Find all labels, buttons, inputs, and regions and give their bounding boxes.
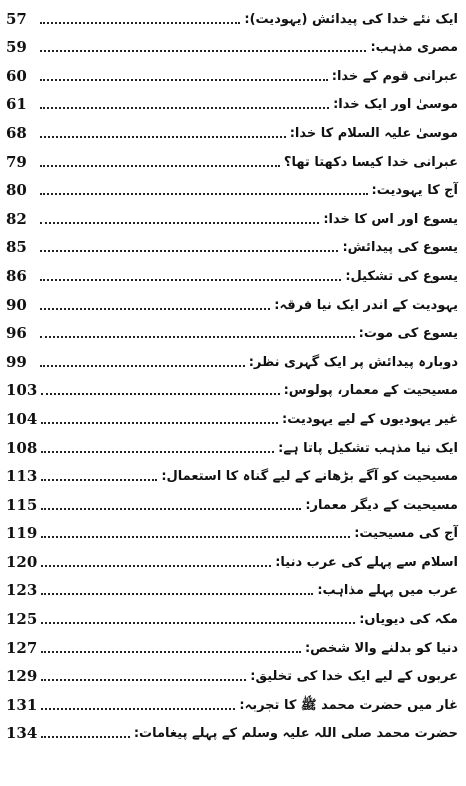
toc-entry [6, 688, 458, 717]
toc-page-number: 127 [6, 638, 38, 657]
toc-page-number: 134 [6, 724, 38, 743]
toc-entry [6, 88, 458, 117]
toc-entry [6, 460, 458, 489]
toc-page-number: 85 [6, 238, 27, 257]
dot-leader [41, 393, 279, 395]
toc-entry [6, 517, 458, 546]
toc-entry-title: مکہ کی دیویاں: [359, 612, 458, 628]
dot-leader [41, 708, 235, 710]
dot-leader [41, 479, 157, 481]
toc-page-number: 129 [6, 667, 38, 686]
dot-leader [41, 536, 350, 538]
toc-entry [6, 717, 458, 746]
toc-entry [6, 317, 458, 346]
toc-entry [6, 402, 458, 431]
dot-leader [40, 79, 328, 81]
toc-entry-title: ایک نئے خدا کی پیدائش (یہودیت): [244, 11, 458, 27]
dot-leader [41, 622, 355, 624]
dot-leader [40, 365, 245, 367]
toc-entry [6, 660, 458, 689]
toc-page-number: 90 [6, 295, 27, 314]
toc-page-number: 79 [6, 152, 27, 171]
toc-entry-title: عبرانی قوم کے خدا: [331, 68, 458, 84]
toc-entry [6, 174, 458, 203]
toc-entry-title: یسوع کی موت: [358, 326, 458, 342]
toc-page-number: 59 [6, 38, 27, 57]
toc-entry-title: یسوع کی تشکیل: [345, 268, 458, 284]
table-of-contents [6, 2, 458, 745]
toc-page-number: 80 [6, 181, 27, 200]
dot-leader [41, 508, 301, 510]
toc-entry [6, 116, 458, 145]
toc-entry [6, 145, 458, 174]
toc-page-number: 96 [6, 324, 27, 343]
toc-page-number: 115 [6, 495, 38, 514]
toc-page-number: 61 [6, 95, 27, 114]
toc-entry [6, 288, 458, 317]
toc-entry-title: اسلام سے پہلے کی عرب دنیا: [275, 554, 458, 570]
dot-leader [40, 336, 355, 338]
toc-entry-title: یسوع اور اس کا خدا: [323, 211, 458, 227]
toc-page-number: 104 [6, 409, 38, 428]
toc-entry-title: دنیا کو بدلنے والا شخص: [304, 640, 458, 656]
dot-leader [40, 107, 329, 109]
dot-leader [40, 193, 368, 195]
toc-entry [6, 59, 458, 88]
dot-leader [41, 451, 274, 453]
dot-leader [41, 593, 313, 595]
toc-entry [6, 545, 458, 574]
toc-entry-title: ایک نیا مذہب تشکیل پاتا ہے: [278, 440, 458, 456]
toc-entry-title: مسیحیت کے دیگر معمار: [305, 497, 458, 513]
dot-leader [41, 679, 246, 681]
toc-page-number: 125 [6, 610, 38, 629]
toc-page-number: 108 [6, 438, 38, 457]
dot-leader [40, 279, 341, 281]
toc-page-number: 60 [6, 66, 27, 85]
toc-page-number: 82 [6, 209, 27, 228]
dot-leader [41, 651, 301, 653]
toc-entry [6, 259, 458, 288]
toc-entry-title: یسوع کی پیدائش: [342, 240, 458, 256]
toc-entry [6, 2, 458, 31]
dot-leader [40, 308, 270, 310]
dot-leader [40, 136, 286, 138]
toc-entry-title: مصری مذہب: [370, 40, 458, 56]
dot-leader [41, 565, 271, 567]
toc-entry [6, 231, 458, 260]
toc-entry-title: مسیحیت کے معمار، پولوس: [283, 383, 458, 399]
toc-entry [6, 345, 458, 374]
toc-page-number: 131 [6, 695, 38, 714]
toc-page-number: 103 [6, 381, 38, 400]
toc-entry-title: غیر یہودیوں کے لیے یہودیت: [282, 411, 458, 427]
toc-page-number: 99 [6, 352, 27, 371]
toc-page-number: 113 [6, 467, 38, 486]
toc-page-number: 86 [6, 266, 27, 285]
dot-leader [40, 165, 280, 167]
toc-entry-title: عبرانی خدا کیسا دکھتا تھا؟ [283, 154, 458, 170]
toc-entry-title: موسیٰ اور ایک خدا: [333, 97, 458, 113]
toc-page-number: 57 [6, 9, 27, 28]
toc-entry [6, 631, 458, 660]
toc-entry-title: یہودیت کے اندر ایک نیا فرقہ: [274, 297, 458, 313]
toc-entry-title: آج کی مسیحیت: [354, 526, 458, 542]
toc-entry-title: حضرت محمد صلی اللہ علیہ وسلم کے پہلے پیغامات: [133, 726, 458, 742]
toc-entry [6, 431, 458, 460]
toc-entry [6, 31, 458, 60]
toc-entry [6, 574, 458, 603]
dot-leader [41, 422, 278, 424]
toc-entry-title: عرب میں پہلے مذاہب: [317, 583, 458, 599]
dot-leader [40, 222, 319, 224]
toc-entry-title: دوبارہ پیدائش پر ایک گہری نظر: [248, 354, 458, 370]
dot-leader [40, 22, 240, 24]
dot-leader [40, 50, 366, 52]
toc-entry-title: موسیٰ علیہ السلام کا خدا: [289, 125, 458, 141]
dot-leader [40, 250, 338, 252]
toc-entry-title: غار میں حضرت محمد ﷺ کا تجربہ: [239, 697, 458, 713]
toc-page-number: 123 [6, 581, 38, 600]
toc-entry-title: عربوں کے لیے ایک خدا کی تخلیق: [250, 669, 458, 685]
toc-page-number: 119 [6, 524, 38, 543]
toc-entry-title: مسیحیت کو آگے بڑھانے کے لیے گناہ کا استعمال: [161, 469, 458, 485]
toc-entry [6, 488, 458, 517]
toc-entry [6, 202, 458, 231]
toc-entry-title: آج کا یہودیت: [371, 183, 458, 199]
toc-entry [6, 602, 458, 631]
toc-entry [6, 374, 458, 403]
dot-leader [41, 736, 130, 738]
toc-page-number: 68 [6, 123, 27, 142]
toc-page-number: 120 [6, 552, 38, 571]
